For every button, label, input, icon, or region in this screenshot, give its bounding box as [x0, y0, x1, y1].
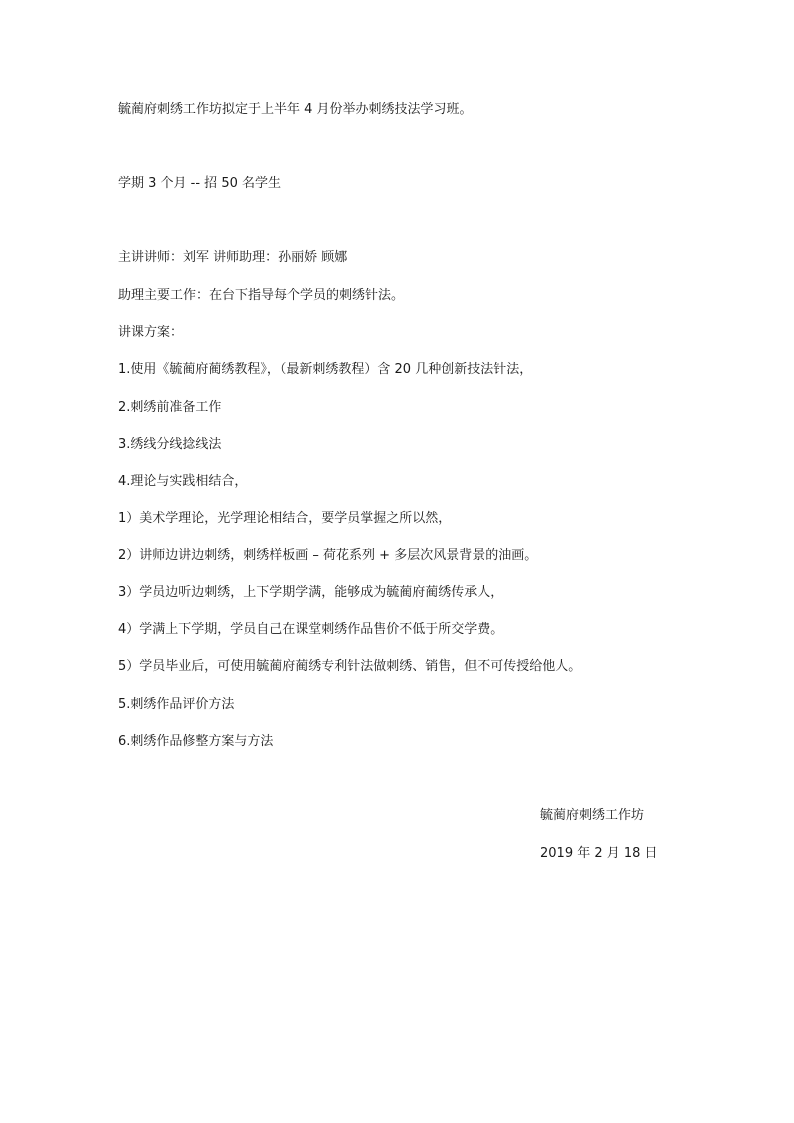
plan-item: 6.刺绣作品修整方案与方法 — [118, 734, 274, 749]
plan-subitem: 1）美术学理论，光学理论相结合，要学员掌握之所以然， — [118, 511, 452, 526]
plan-subitem: 3）学员边听边刺绣，上下学期学满，能够成为毓蔺府蔺绣传承人， — [118, 585, 504, 600]
plan-subitem: 4）学满上下学期，学员自己在课堂刺绣作品售价不低于所交学费。 — [118, 622, 504, 637]
signature-date: 2019 年 2 月 18 日 — [540, 846, 658, 861]
plan-item: 5.刺绣作品评价方法 — [118, 697, 235, 712]
intro-paragraph: 毓蔺府刺绣工作坊拟定于上半年 4 月份举办刺绣技法学习班。 — [118, 102, 473, 117]
term-paragraph: 学期 3 个月 -- 招 50 名学生 — [118, 176, 281, 191]
plan-item: 1.使用《毓蔺府蔺绣教程》，（最新刺绣教程）含 20 几种创新技法针法， — [118, 362, 533, 377]
plan-subitem: 5）学员毕业后，可使用毓蔺府蔺绣专利针法做刺绣、销售，但不可传授给他人。 — [118, 659, 582, 674]
signature-organization: 毓蔺府刺绣工作坊 — [540, 808, 645, 823]
assistant-duty-paragraph: 助理主要工作：在台下指导每个学员的刺绣针法。 — [118, 288, 405, 303]
instructors-paragraph: 主讲讲师：刘军 讲师助理：孙丽娇 顾娜 — [118, 250, 348, 265]
plan-item: 3.绣线分线捻线法 — [118, 437, 222, 452]
plan-title: 讲课方案： — [118, 325, 184, 340]
plan-item: 2.刺绣前准备工作 — [118, 400, 222, 415]
plan-subitem: 2）讲师边讲边刺绣，刺绣样板画 – 荷花系列 + 多层次风景背景的油画。 — [118, 548, 538, 563]
plan-item: 4.理论与实践相结合， — [118, 474, 248, 489]
